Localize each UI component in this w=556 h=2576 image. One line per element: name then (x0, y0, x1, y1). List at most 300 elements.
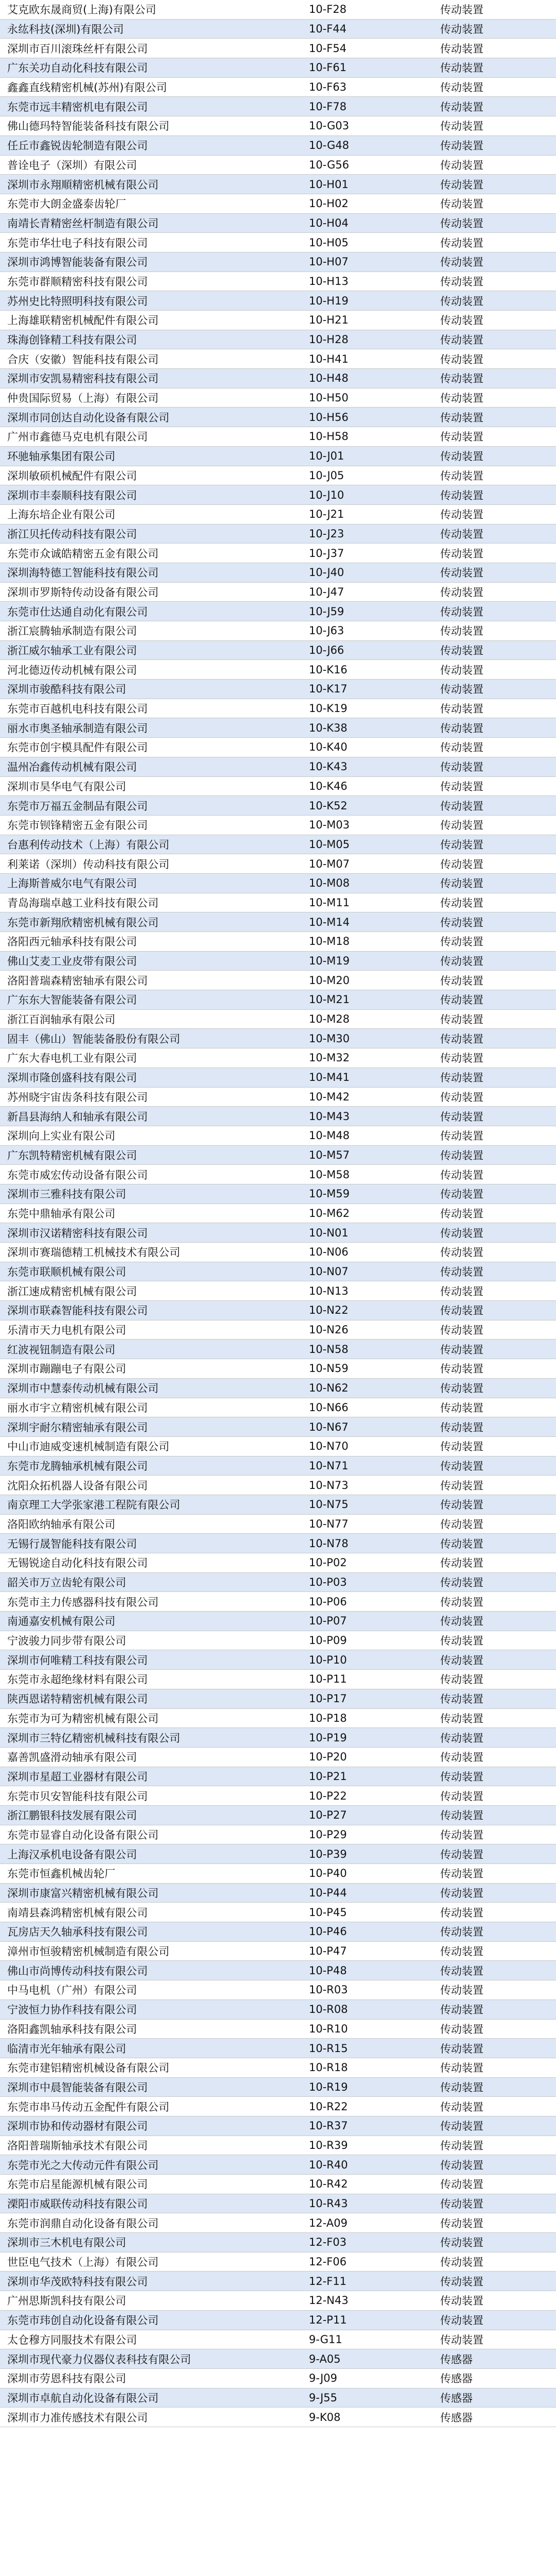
table-row (0, 738, 556, 757)
booth-number-cell: 10-N06 (309, 1246, 349, 1259)
booth-number-cell: 10-M19 (309, 955, 350, 968)
category-cell: 传动装置 (440, 1285, 483, 1298)
category-cell: 传感器 (440, 2411, 473, 2424)
company-name-cell: 深圳市康富兴精密机械有限公司 (7, 1887, 159, 1900)
table-row (0, 1515, 556, 1534)
category-cell: 传动装置 (440, 198, 483, 211)
company-name-cell: 太仓穆方同服技术有限公司 (7, 2333, 137, 2346)
booth-number-cell: 10-M41 (309, 1071, 350, 1084)
table-row (0, 1767, 556, 1787)
booth-number-cell: 10-M20 (309, 974, 350, 987)
table-row (0, 1825, 556, 1845)
table-row (0, 544, 556, 563)
table-row (0, 1709, 556, 1728)
table-row (0, 796, 556, 816)
category-cell: 传动装置 (440, 23, 483, 36)
category-cell: 传动装置 (440, 1246, 483, 1259)
category-cell: 传动装置 (440, 780, 483, 793)
category-cell: 传动装置 (440, 1848, 483, 1861)
category-cell: 传感器 (440, 2392, 473, 2404)
category-cell: 传动装置 (440, 1984, 483, 1997)
table-row (0, 1165, 556, 1184)
category-cell: 传动装置 (440, 1227, 483, 1240)
company-name-cell: 广东关功自动化科技有限公司 (7, 62, 148, 75)
company-name-cell: 鑫鑫直线精密机械(苏州)有限公司 (7, 81, 167, 94)
booth-number-cell: 10-J47 (309, 585, 344, 598)
category-cell: 传动装置 (440, 1032, 483, 1045)
booth-number-cell: 10-P22 (309, 1789, 347, 1802)
company-name-cell: 溧阳市威联传动科技有限公司 (7, 2198, 148, 2211)
company-name-cell: 深圳市劳恩科技有限公司 (7, 2372, 126, 2385)
company-name-cell: 世臣电气技术（上海）有限公司 (7, 2256, 159, 2269)
table-row (0, 1612, 556, 1631)
category-cell: 传动装置 (440, 1712, 483, 1725)
table-row (0, 447, 556, 466)
category-cell: 传动装置 (440, 1343, 483, 1356)
company-name-cell: 深圳市何唯精工科技有限公司 (7, 1654, 148, 1667)
company-name-cell: 深圳市中慧泰传动机械有限公司 (7, 1382, 159, 1395)
company-name-cell: 浙江宸腾轴承制造有限公司 (7, 625, 137, 638)
table-row (0, 563, 556, 583)
booth-number-cell: 10-H21 (309, 314, 349, 327)
booth-number-cell: 10-R19 (309, 2080, 348, 2093)
booth-number-cell: 10-N13 (309, 1284, 349, 1297)
category-cell: 传动装置 (440, 1304, 483, 1317)
table-row (0, 1010, 556, 1029)
category-cell: 传动装置 (440, 1460, 483, 1472)
table-row (0, 2213, 556, 2233)
table-row (0, 524, 556, 544)
booth-number-cell: 10-H05 (309, 236, 349, 249)
booth-number-cell: 10-P44 (309, 1887, 347, 1900)
table-row (0, 2194, 556, 2214)
category-cell: 传动装置 (440, 1110, 483, 1123)
category-cell: 传动装置 (440, 1945, 483, 1958)
category-cell: 传动装置 (440, 81, 483, 94)
table-row (0, 2311, 556, 2330)
booth-number-cell: 10-P27 (309, 1809, 347, 1822)
booth-number-cell: 10-J40 (309, 566, 344, 579)
booth-number-cell: 10-J63 (309, 624, 344, 637)
company-name-cell: 东莞市威宏传动设备有限公司 (7, 1168, 148, 1181)
booth-number-cell: 10-G03 (309, 120, 350, 132)
category-cell: 传动装置 (440, 645, 483, 657)
table-row (0, 2020, 556, 2039)
company-name-cell: 深圳市卓航自动化设备有限公司 (7, 2392, 159, 2404)
company-name-cell: 临清市光年轴承有限公司 (7, 2042, 126, 2055)
company-name-cell: 东莞市永超绝缘材料有限公司 (7, 1673, 148, 1686)
booth-number-cell: 10-M30 (309, 1032, 350, 1045)
category-cell: 传动装置 (440, 178, 483, 191)
booth-number-cell: 10-P02 (309, 1556, 347, 1569)
booth-number-cell: 10-H01 (309, 178, 349, 191)
booth-number-cell: 10-J66 (309, 644, 344, 657)
company-name-cell: 丽水市宇立精密机械有限公司 (7, 1401, 148, 1414)
category-cell: 传动装置 (440, 955, 483, 968)
table-row (0, 1961, 556, 1980)
table-row (0, 2272, 556, 2291)
company-name-cell: 深圳市同创达自动化设备有限公司 (7, 411, 169, 424)
table-row (0, 777, 556, 796)
booth-number-cell: 12-F06 (309, 2256, 347, 2268)
table-row (0, 252, 556, 272)
table-row (0, 757, 556, 777)
category-cell: 传动装置 (440, 586, 483, 599)
table-row (0, 408, 556, 427)
category-cell: 传动装置 (440, 703, 483, 716)
table-row (0, 2058, 556, 2078)
category-cell: 传动装置 (440, 2159, 483, 2172)
table-row (0, 680, 556, 699)
table-row (0, 2291, 556, 2311)
booth-number-cell: 10-J10 (309, 488, 344, 501)
table-row (0, 2408, 556, 2427)
company-name-cell: 东莞市联顺机械有限公司 (7, 1266, 126, 1279)
table-row (0, 1126, 556, 1146)
booth-number-cell: 10-N59 (309, 1362, 349, 1375)
booth-number-cell: 10-P09 (309, 1634, 347, 1647)
company-name-cell: 上海雄联精密机械配件有限公司 (7, 314, 159, 327)
table-row (0, 1146, 556, 1165)
table-row (0, 1650, 556, 1670)
table-row (0, 20, 556, 39)
company-name-cell: 东莞市串马传动五金配件有限公司 (7, 2100, 169, 2113)
table-row (0, 214, 556, 233)
table-row (0, 1689, 556, 1709)
booth-number-cell: 9-A05 (309, 2352, 341, 2365)
booth-number-cell: 10-P19 (309, 1731, 347, 1744)
booth-number-cell: 10-R40 (309, 2158, 348, 2171)
table-row (0, 1495, 556, 1515)
booth-number-cell: 10-P21 (309, 1770, 347, 1783)
table-row (0, 1884, 556, 1903)
company-name-cell: 新昌县海纳人和轴承有限公司 (7, 1110, 148, 1123)
company-name-cell: 瓦房店天久轴承科技有限公司 (7, 1926, 148, 1939)
category-cell: 传动装置 (440, 431, 483, 444)
category-cell: 传动装置 (440, 42, 483, 55)
table-row (0, 116, 556, 136)
table-row (0, 2136, 556, 2156)
company-name-cell: 深圳市汉诺精密科技有限公司 (7, 1227, 148, 1240)
category-cell: 传动装置 (440, 1751, 483, 1764)
company-name-cell: 苏州史比特照明科技有限公司 (7, 295, 148, 308)
table-row (0, 1398, 556, 1418)
table-row (0, 2349, 556, 2369)
booth-number-cell: 10-N70 (309, 1440, 349, 1453)
booth-number-cell: 10-R08 (309, 2003, 348, 2016)
company-name-cell: 嘉善凯盛滑动轴承有限公司 (7, 1751, 137, 1764)
table-row (0, 1670, 556, 1689)
company-name-cell: 深圳市三特亿精密机械科技有限公司 (7, 1732, 180, 1744)
company-name-cell: 仲贵国际贸易（上海）有限公司 (7, 392, 159, 405)
table-row (0, 427, 556, 447)
booth-number-cell: 10-F78 (309, 100, 347, 113)
booth-number-cell: 12-N43 (309, 2294, 349, 2307)
booth-number-cell: 10-P06 (309, 1595, 347, 1608)
table-row (0, 1204, 556, 1224)
booth-number-cell: 10-N62 (309, 1382, 349, 1395)
booth-number-cell: 10-M14 (309, 916, 350, 928)
category-cell: 传动装置 (440, 2100, 483, 2113)
category-cell: 传动装置 (440, 392, 483, 405)
company-name-cell: 陕西恩诺特精密机械有限公司 (7, 1693, 148, 1706)
company-name-cell: 深圳市赛瑞德精工机械技术有限公司 (7, 1246, 180, 1259)
booth-number-cell: 10-M21 (309, 993, 350, 1006)
company-name-cell: 佛山市尚博传动科技有限公司 (7, 1964, 148, 1977)
company-name-cell: 深圳市协和传动器材有限公司 (7, 2120, 148, 2133)
table-row (0, 2078, 556, 2097)
category-cell: 传动装置 (440, 1013, 483, 1026)
booth-number-cell: 10-H28 (309, 333, 349, 346)
table-row (0, 2116, 556, 2136)
company-name-cell: 温州冶鑫传动机械有限公司 (7, 761, 137, 774)
category-cell: 传动装置 (440, 2178, 483, 2191)
category-cell: 传动装置 (440, 1207, 483, 1220)
table-row (0, 2233, 556, 2252)
category-cell: 传动装置 (440, 1537, 483, 1550)
category-cell: 传动装置 (440, 2139, 483, 2152)
category-cell: 传动装置 (440, 1130, 483, 1143)
table-row (0, 2252, 556, 2272)
table-row (0, 952, 556, 971)
company-name-cell: 南京理工大学张家港工程院有限公司 (7, 1499, 180, 1512)
company-name-cell: 东莞市恒鑫机械齿轮厂 (7, 1868, 115, 1880)
booth-number-cell: 10-H48 (309, 372, 349, 385)
booth-number-cell: 10-M11 (309, 896, 350, 909)
table-row (0, 1107, 556, 1126)
booth-number-cell: 10-M57 (309, 1148, 350, 1161)
table-row (0, 2000, 556, 2020)
table-row (0, 2097, 556, 2116)
company-name-cell: 洛阳鑫凯轴承科技有限公司 (7, 2023, 137, 2036)
company-name-cell: 深圳市永翔順精密机械有限公司 (7, 178, 159, 191)
category-cell: 传动装置 (440, 664, 483, 676)
table-row (0, 1340, 556, 1359)
category-cell: 传动装置 (440, 1732, 483, 1744)
table-row (0, 1437, 556, 1456)
booth-number-cell: 10-F54 (309, 42, 347, 55)
table-row (0, 1592, 556, 1612)
company-name-cell: 宁波恒力协作科技有限公司 (7, 2004, 137, 2016)
category-cell: 传动装置 (440, 1887, 483, 1900)
booth-number-cell: 10-K19 (309, 702, 348, 715)
booth-number-cell: 10-H13 (309, 275, 349, 287)
category-cell: 传动装置 (440, 2023, 483, 2036)
company-name-cell: 深圳市华茂欧特科技有限公司 (7, 2275, 148, 2288)
company-name-cell: 艾克欧东晟商贸(上海)有限公司 (7, 4, 157, 16)
booth-number-cell: 10-N73 (309, 1479, 349, 1492)
table-row (0, 1029, 556, 1048)
company-name-cell: 深圳敏硕机械配件有限公司 (7, 469, 137, 482)
company-name-cell: 沈阳众拓机器人设备有限公司 (7, 1479, 148, 1492)
company-name-cell: 深圳市安凯易精密科技有限公司 (7, 372, 159, 385)
booth-number-cell: 9-J09 (309, 2372, 338, 2385)
category-cell: 传动装置 (440, 858, 483, 871)
booth-number-cell: 12-A09 (309, 2216, 348, 2229)
category-cell: 传动装置 (440, 1401, 483, 1414)
category-cell: 传动装置 (440, 741, 483, 754)
category-cell: 传动装置 (440, 4, 483, 16)
table-row (0, 2330, 556, 2350)
table-row (0, 1223, 556, 1243)
category-cell: 传动装置 (440, 489, 483, 502)
booth-number-cell: 10-M07 (309, 857, 350, 870)
booth-number-cell: 10-K17 (309, 683, 348, 696)
category-cell: 传动装置 (440, 838, 483, 851)
company-name-cell: 广东凯特精密机械有限公司 (7, 1149, 137, 1162)
booth-number-cell: 10-M08 (309, 877, 350, 890)
booth-number-cell: 12-P11 (309, 2314, 347, 2327)
category-cell: 传动装置 (440, 256, 483, 269)
category-cell: 传动装置 (440, 974, 483, 987)
category-cell: 传动装置 (440, 1577, 483, 1589)
table-row (0, 1048, 556, 1068)
category-cell: 传动装置 (440, 236, 483, 249)
category-cell: 传动装置 (440, 1382, 483, 1395)
company-name-cell: 东莞市启星能源机械有限公司 (7, 2178, 148, 2191)
table-row (0, 1243, 556, 1262)
company-name-cell: 深圳市力准传感技术有限公司 (7, 2411, 148, 2424)
category-cell: 传动装置 (440, 1188, 483, 1201)
booth-number-cell: 10-N26 (309, 1324, 349, 1336)
table-row (0, 156, 556, 175)
category-cell: 传动装置 (440, 625, 483, 638)
booth-number-cell: 10-R15 (309, 2042, 348, 2055)
booth-number-cell: 10-F63 (309, 81, 347, 94)
booth-number-cell: 10-N67 (309, 1420, 349, 1433)
company-name-cell: 深圳海特德工智能科技有限公司 (7, 567, 159, 580)
table-row (0, 388, 556, 408)
category-cell: 传动装置 (440, 877, 483, 890)
table-row (0, 97, 556, 116)
booth-number-cell: 10-H02 (309, 197, 349, 210)
company-name-cell: 固丰（佛山）智能装备股份有限公司 (7, 1032, 180, 1045)
category-cell: 传动装置 (440, 1673, 483, 1686)
company-name-cell: 东莞市百越机电科技有限公司 (7, 703, 148, 716)
category-cell: 传动装置 (440, 217, 483, 230)
table-row (0, 349, 556, 369)
company-name-cell: 永纮科技(深圳)有限公司 (7, 23, 124, 36)
category-cell: 传动装置 (440, 2256, 483, 2269)
company-name-cell: 丽水市奥圣轴承制造有限公司 (7, 722, 148, 735)
company-name-cell: 深圳市星超工业器材有限公司 (7, 1770, 148, 1783)
company-name-cell: 深圳市联森智能科技有限公司 (7, 1304, 148, 1317)
category-cell: 传动装置 (440, 1809, 483, 1822)
booth-number-cell: 10-K40 (309, 741, 348, 754)
category-cell: 传动装置 (440, 120, 483, 133)
category-cell: 传动装置 (440, 722, 483, 735)
company-name-cell: 上海斯普威尔电气有限公司 (7, 877, 137, 890)
category-cell: 传动装置 (440, 159, 483, 172)
table-row (0, 78, 556, 97)
company-name-cell: 无锡行晟智能科技有限公司 (7, 1537, 137, 1550)
company-name-cell: 东莞中鼎轴承有限公司 (7, 1207, 115, 1220)
company-name-cell: 东莞市新翔欣精密机械有限公司 (7, 916, 159, 929)
booth-number-cell: 10-M42 (309, 1090, 350, 1103)
table-row (0, 2155, 556, 2175)
booth-number-cell: 10-J05 (309, 469, 344, 482)
booth-number-cell: 9-G11 (309, 2333, 342, 2346)
booth-number-cell: 10-H56 (309, 411, 349, 423)
category-cell: 传感器 (440, 2372, 473, 2385)
table-row (0, 583, 556, 602)
booth-number-cell: 10-N78 (309, 1537, 349, 1550)
category-cell: 传动装置 (440, 1499, 483, 1512)
company-name-cell: 东莞市钡锋精密五金有限公司 (7, 819, 148, 832)
table-row (0, 233, 556, 252)
booth-number-cell: 10-R03 (309, 1984, 348, 1996)
table-row (0, 1262, 556, 1282)
booth-number-cell: 10-N07 (309, 1265, 349, 1278)
category-cell: 传动装置 (440, 1266, 483, 1279)
company-name-cell: 河北德迈传动机械有限公司 (7, 664, 137, 676)
booth-number-cell: 10-G56 (309, 158, 350, 171)
table-row (0, 641, 556, 660)
table-row (0, 874, 556, 893)
booth-number-cell: 10-N22 (309, 1304, 349, 1317)
table-row (0, 1456, 556, 1476)
table-row (0, 1281, 556, 1301)
table-row (0, 1320, 556, 1340)
booth-number-cell: 10-G48 (309, 139, 350, 152)
company-name-cell: 浙江贝托传动科技有限公司 (7, 528, 137, 540)
company-name-cell: 东莞市贝安智能科技有限公司 (7, 1790, 148, 1803)
company-name-cell: 东莞市主力传感器科技有限公司 (7, 1596, 159, 1608)
company-name-cell: 中山市迪威变速机械制造有限公司 (7, 1440, 169, 1453)
company-name-cell: 深圳市隆创盛科技有限公司 (7, 1072, 137, 1084)
company-name-cell: 深圳市罗斯特传动设备有限公司 (7, 586, 159, 599)
booth-number-cell: 10-P40 (309, 1867, 347, 1880)
category-cell: 传动装置 (440, 450, 483, 463)
company-name-cell: 深圳市百川滚珠丝杆有限公司 (7, 42, 148, 55)
table-row (0, 311, 556, 330)
booth-number-cell: 12-F03 (309, 2236, 347, 2249)
company-name-cell: 浙江速成精密机械有限公司 (7, 1285, 137, 1298)
category-cell: 传动装置 (440, 2295, 483, 2308)
table-row (0, 1301, 556, 1320)
company-name-cell: 佛山德玛特智能装备科技有限公司 (7, 120, 169, 133)
company-name-cell: 广州思斯凯科技有限公司 (7, 2295, 126, 2308)
booth-number-cell: 10-H58 (309, 430, 349, 443)
table-row (0, 272, 556, 292)
company-name-cell: 苏州晓宇宙齿条科技有限公司 (7, 1091, 148, 1104)
table-row (0, 505, 556, 524)
company-name-cell: 红波视钮制造有限公司 (7, 1343, 115, 1356)
booth-number-cell: 10-P20 (309, 1751, 347, 1764)
company-name-cell: 洛阳欧纳轴承有限公司 (7, 1518, 115, 1531)
company-name-cell: 东莞市龙腾轴承机械有限公司 (7, 1460, 148, 1472)
table-row (0, 835, 556, 855)
company-name-cell: 中马电机（广州）有限公司 (7, 1984, 137, 1997)
booth-number-cell: 10-F44 (309, 23, 347, 36)
category-cell: 传动装置 (440, 1149, 483, 1162)
company-name-cell: 合庆（安徽）智能科技有限公司 (7, 353, 159, 366)
company-name-cell: 东莞市光之大传动元件有限公司 (7, 2159, 159, 2172)
category-cell: 传动装置 (440, 2120, 483, 2133)
category-cell: 传动装置 (440, 353, 483, 366)
category-cell: 传动装置 (440, 1440, 483, 1453)
company-name-cell: 珠海创锋精工科技有限公司 (7, 334, 137, 347)
company-name-cell: 洛阳普瑞森精密轴承有限公司 (7, 974, 148, 987)
category-cell: 传动装置 (440, 1091, 483, 1104)
booth-number-cell: 10-R22 (309, 2100, 348, 2113)
category-cell: 传动装置 (440, 1635, 483, 1648)
booth-number-cell: 10-R42 (309, 2178, 348, 2191)
category-cell: 传动装置 (440, 819, 483, 832)
table-row (0, 1806, 556, 1825)
company-name-cell: 东莞市仕达通自动化有限公司 (7, 605, 148, 618)
booth-number-cell: 10-H50 (309, 392, 349, 404)
